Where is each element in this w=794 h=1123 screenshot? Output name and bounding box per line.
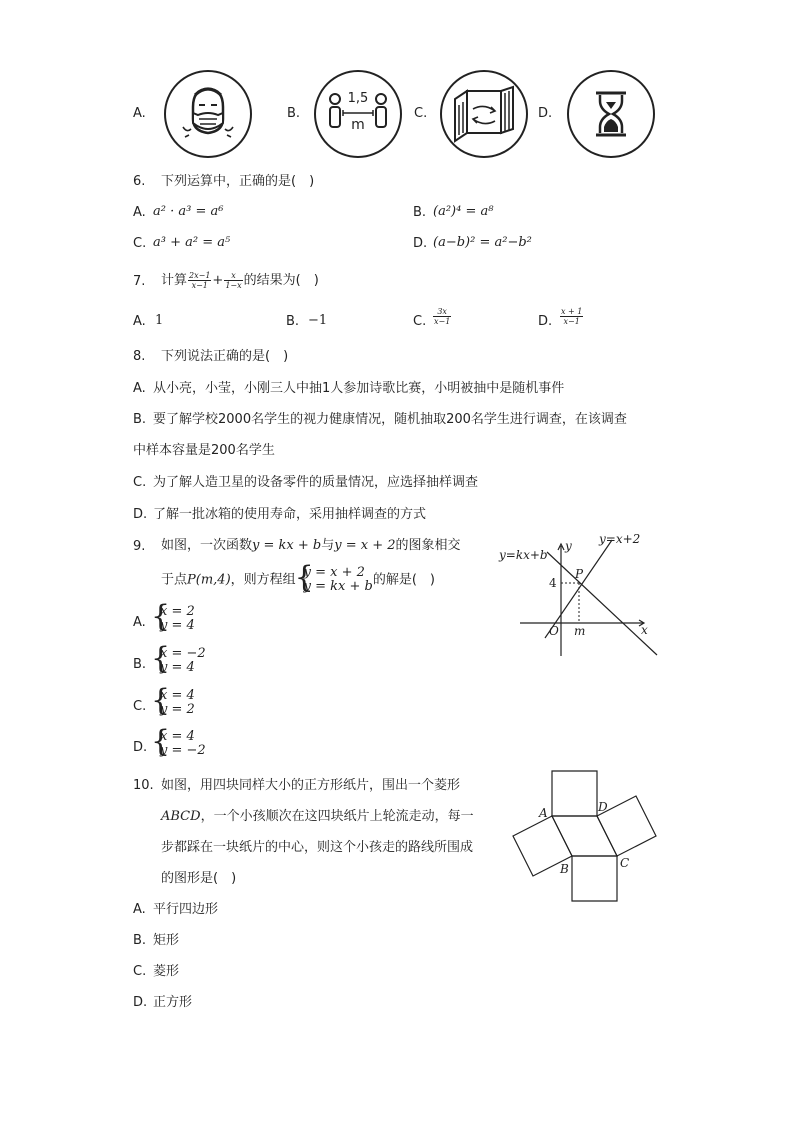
q7-stem-suffix: 的结果为( ): [243, 273, 319, 288]
q8-option-c-label: C.: [133, 475, 147, 490]
social-distance-icon: [313, 69, 403, 159]
q10-number: 10.: [133, 778, 154, 793]
q5-option-d-label: D.: [538, 106, 553, 121]
graph-y-tick: 4: [549, 576, 557, 590]
q6-option-c-label: C.: [133, 236, 147, 251]
q7-option-a-label: A.: [133, 314, 146, 329]
q5-option-c-label: C.: [414, 106, 428, 121]
q7-option-c-label: C.: [413, 314, 427, 329]
q9-option-b-system: { x = −2 y = 4: [152, 647, 206, 675]
q6-number: 6.: [133, 174, 146, 189]
q8-number: 8.: [133, 349, 146, 364]
q5-option-b-label: B.: [287, 106, 301, 121]
line-y-kx-plus-b: [547, 552, 657, 655]
q6-option-b-label: B.: [413, 205, 427, 220]
graph-label-line2: y=x+2: [599, 532, 641, 546]
q10-option-c-text: 菱形: [153, 964, 180, 979]
open-window-icon: [439, 69, 529, 159]
hourglass-icon: [566, 69, 656, 159]
q6-option-b-text: (a²)⁴ = a⁸: [433, 204, 494, 219]
q10-option-b-text: 矩形: [153, 933, 180, 948]
q10-line1: 如图，用四块同样大小的正方形纸片，围出一个菱形: [161, 778, 461, 793]
q6-option-a-label: A.: [133, 205, 146, 220]
q9-eq2: y = x + 2: [334, 538, 396, 553]
q7-fraction-1: $\frac{2x-1}{x-1}$: [189, 271, 211, 290]
q9-option-a-label: A.: [133, 615, 146, 630]
q6-option-a-text: a² · a³ = a⁶: [153, 204, 224, 219]
q9-stem-line1: 如图，一次函数y = kx + b与y = x + 2的图象相交: [161, 538, 461, 553]
distance-unit: m: [351, 117, 365, 133]
q9-point: P(m,4): [187, 572, 231, 588]
q8-option-c-text: 为了解人造卫星的设备零件的质量情况，应选择抽样调查: [153, 475, 479, 490]
graph-origin-label: O: [549, 624, 559, 638]
q10-option-c-label: C.: [133, 964, 147, 979]
q9-system: { y = x + 2 y = kx + b: [296, 566, 373, 594]
graph-axis-x-label: x: [641, 623, 648, 637]
q7-number: 7.: [133, 274, 146, 289]
q8-option-d-label: D.: [133, 507, 148, 522]
vertex-d-label: D: [598, 800, 608, 814]
q8-option-b-label: B.: [133, 412, 147, 427]
graph-point-label: P: [575, 567, 584, 581]
q9-number: 9.: [133, 539, 146, 554]
q7-stem-prefix: 计算: [161, 273, 188, 288]
q6-option-d-label: D.: [413, 236, 428, 251]
q6-stem: 下列运算中，正确的是( ): [161, 174, 315, 189]
q10-option-a-text: 平行四边形: [153, 902, 219, 917]
distance-value: 1,5: [347, 91, 369, 106]
q7-stem: [161, 268, 319, 294]
q10-option-b-label: B.: [133, 933, 147, 948]
q8-stem: 下列说法正确的是( ): [161, 349, 289, 364]
q10-squares-figure: [505, 765, 665, 907]
q8-option-a-text: 从小亮，小莹，小刚三人中抽1人参加诗歌比赛，小明被抽中是随机事件: [153, 381, 565, 396]
q7-option-d-label: D.: [538, 314, 553, 329]
square-top: [552, 771, 597, 816]
q8-option-a-label: A.: [133, 381, 146, 396]
q10-line4: 的图形是( ): [161, 871, 237, 886]
graph-x-tick: m: [574, 624, 586, 638]
q10-line2: ABCD，一个小孩顺次在这四块纸片上轮流走动，每一: [161, 809, 474, 824]
mask-person-icon: [163, 69, 253, 159]
graph-axis-y-label: y: [565, 539, 572, 553]
vertex-c-label: C: [620, 856, 630, 870]
q6-option-c-text: a³ + a² = a⁵: [153, 235, 231, 250]
q9-option-c-label: C.: [133, 699, 147, 714]
vertex-a-label: A: [539, 806, 548, 820]
q9-option-d-system: { x = 4 y = −2: [152, 730, 206, 758]
q9-graph: [495, 528, 665, 658]
q7-option-b-label: B.: [286, 314, 300, 329]
graph-label-line1: y=kx+b: [499, 548, 548, 562]
q10-option-d-text: 正方形: [153, 995, 193, 1010]
q10-option-a-label: A.: [133, 902, 146, 917]
q7-option-b-text: −1: [308, 313, 328, 328]
q9-option-d-label: D.: [133, 740, 148, 755]
q7-option-d-fraction: $\frac{x + 1}{x-1}$: [561, 307, 583, 326]
q9-eq1: y = kx + b: [252, 538, 322, 553]
q7-option-c-fraction: $\frac{3x}{x-1}$: [434, 307, 451, 326]
q7-option-a-text: 1: [155, 313, 164, 328]
q9-option-a-system: { x = 2 y = 4: [152, 605, 195, 633]
q7-fraction-2: $\frac{x}{1-x}$: [225, 271, 242, 290]
q10-line3: 步都踩在一块纸片的中心，则这个小孩走的路线所围成: [161, 840, 474, 855]
q10-option-d-label: D.: [133, 995, 148, 1010]
square-bottom: [572, 856, 617, 901]
q9-option-c-system: { x = 4 y = 2: [152, 689, 195, 717]
q6-option-d-text: (a−b)² = a²−b²: [433, 235, 532, 250]
vertex-b-label: B: [560, 862, 569, 876]
q9-option-b-label: B.: [133, 657, 147, 672]
q8-option-b-text: 要了解学校2000名学生的视力健康情况，随机抽取200名学生进行调查，在该调查: [153, 412, 627, 427]
q8-option-b-text-line2: 中样本容量是200名学生: [133, 443, 275, 458]
q9-stem-line2: 于点P(m,4)，则方程组 { y = x + 2 y = kx + b 的解是( ): [161, 566, 435, 595]
q8-option-d-text: 了解一批冰箱的使用寿命，采用抽样调查的方式: [153, 507, 427, 522]
q5-option-a-label: A.: [133, 106, 146, 121]
q7-plus: +: [212, 273, 224, 288]
